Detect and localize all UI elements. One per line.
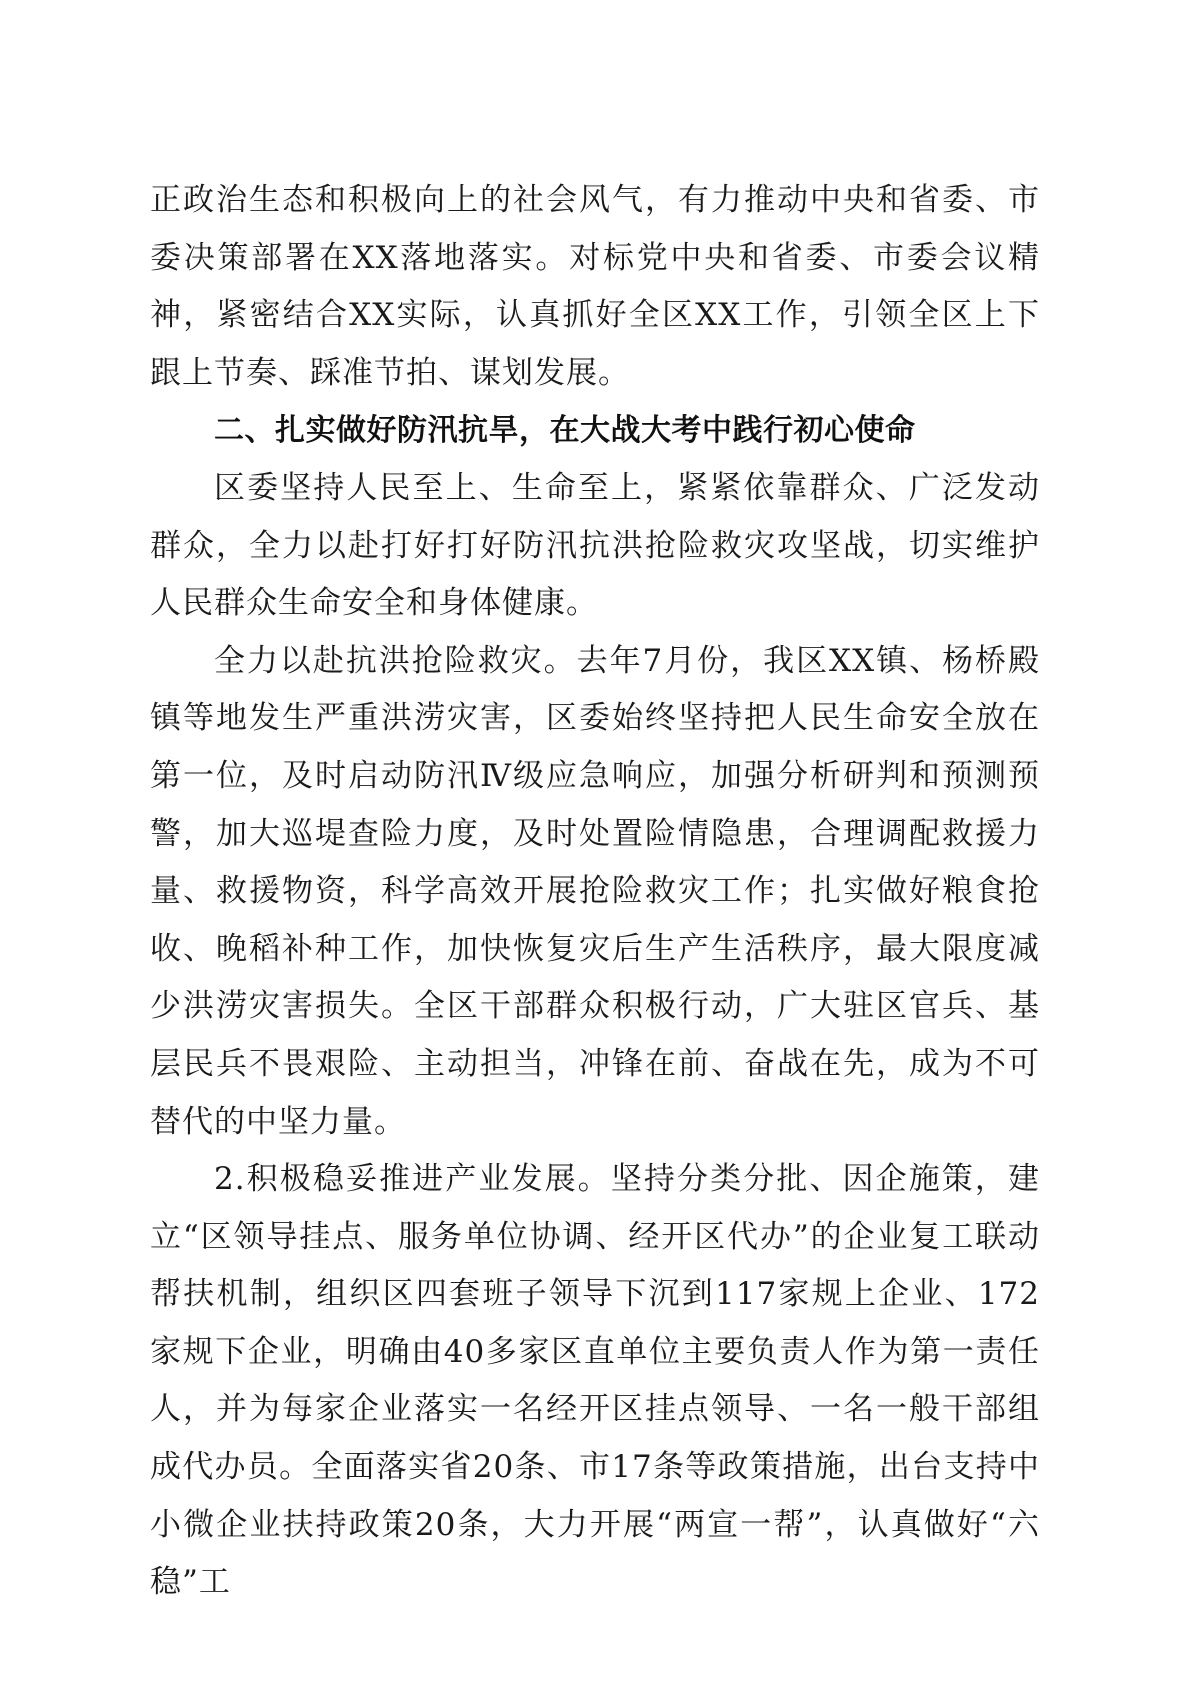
section-heading-flood-control: 二、扎实做好防汛抗旱，在大战大考中践行初心使命 xyxy=(214,413,916,449)
paragraph-continuation: 正政治生态和积极向上的社会风气，有力推动中央和省委、市委决策部署在XX落地落实。对标党中央和省委、市委会议精神，紧密结合XX实际，认真抓好全区XX工作，引领全区上下跟上节奏、踩准节拍、谋划发展。 xyxy=(150,182,1040,391)
paragraph-industry-development: 2.积极稳妥推进产业发展。坚持分类分批、因企施策，建立“区领导挂点、服务单位协调、经开区代办”的企业复工联动帮扶机制，组织区四套班子领导下沉到117家规上企业、172家规下企业，明确由40多家区直单位主要负责人作为第一责任人，并为每家企业落实一名经开区挂点领导、一名一般干部组成代办员。全面落实省20条、市17条等政策措施，出台支持中小微企业扶持政策20条，大力开展“两宣一帮”，认真做好“六稳”工 xyxy=(150,1161,1040,1601)
paragraph-flood-intro: 区委坚持人民至上、生命至上，紧紧依靠群众、广泛发动群众，全力以赴打好打好防汛抗洪抢险救灾攻坚战，切实维护人民群众生命安全和身体健康。 xyxy=(150,469,1040,622)
document-page xyxy=(150,172,1040,1612)
paragraph-flood-rescue: 全力以赴抗洪抢险救灾。去年7月份，我区XX镇、杨桥殿镇等地发生严重洪涝灾害，区委始终坚持把人民生命安全放在第一位，及时启动防汛Ⅳ级应急响应，加强分析研判和预测预警，加大巡堤查险力度，及时处置险情隐患，合理调配救援力量、救援物资，科学高效开展抢险救灾工作；扎实做好粮食抢收、晚稻补种工作，加快恢复灾后生产生活秩序，最大限度减少洪涝灾害损失。全区干部群众积极行动，广大驻区官兵、基层民兵不畏艰险、主动担当，冲锋在前、奋战在先，成为不可替代的中坚力量。 xyxy=(150,642,1040,1140)
